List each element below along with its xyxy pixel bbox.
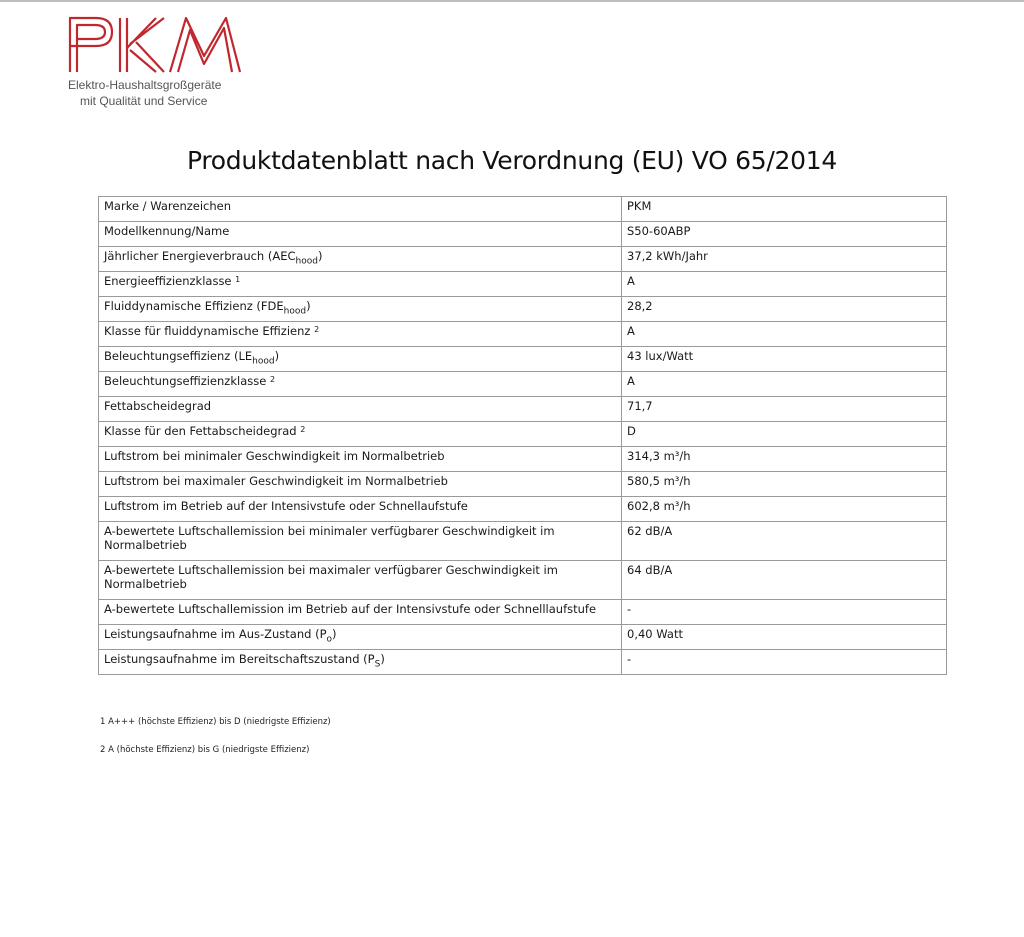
footnote-1: 1 A+++ (höchste Effizienz) bis D (niedrigste Effizienz) [100, 717, 331, 727]
row-label: Energieeffizienzklasse $^1$ [99, 272, 622, 297]
row-value: PKM [622, 197, 947, 222]
table-row [99, 347, 947, 372]
row-value: 602,8 m³/h [622, 497, 947, 522]
row-value: 0,40 Watt [622, 625, 947, 650]
row-value: S50-60ABP [622, 222, 947, 247]
table-row [99, 650, 947, 675]
row-value: 28,2 [622, 297, 947, 322]
row-value: - [622, 600, 947, 625]
table-row [99, 522, 947, 561]
pkm-logo-mark [66, 14, 246, 76]
row-label: Fluiddynamische Effizienz $(FDE_{hood})$ [99, 297, 622, 322]
row-label: A-bewertete Luftschallemission bei maximaler verfügbarer Geschwindigkeit im Normalbetrieb [99, 561, 622, 600]
row-label-subscript: S [374, 659, 381, 670]
footnote-2: 2 A (höchste Effizienz) bis G (niedrigste Effizienz) [100, 745, 310, 755]
row-label: Luftstrom im Betrieb auf der Intensivstufe oder Schnellaufstufe [99, 497, 622, 522]
row-label: Beleuchtungseffizienzklasse $^2$ [99, 372, 622, 397]
row-label: A-bewertete Luftschallemission im Betrieb auf der Intensivstufe oder Schnelllaufstufe [99, 600, 622, 625]
row-label-subscript: o [326, 634, 333, 645]
logo-tagline-1: Elektro-Haushaltsgroßgeräte [68, 78, 222, 92]
row-value: 64 dB/A [622, 561, 947, 600]
row-value: D [622, 422, 947, 447]
table-row [99, 247, 947, 272]
table-row [99, 322, 947, 347]
logo-tagline-2: mit Qualität und Service [80, 94, 208, 108]
row-label: Klasse für fluiddynamische Effizienz $^2$ [99, 322, 622, 347]
row-value: 37,2 kWh/Jahr [622, 247, 947, 272]
row-label: Klasse für den Fettabscheidegrad $^2$ [99, 422, 622, 447]
row-value: 580,5 m³/h [622, 472, 947, 497]
top-border [0, 0, 1024, 2]
product-data-table [98, 196, 947, 675]
table-row [99, 561, 947, 600]
row-label: Jährlicher Energieverbrauch $(AEC_{hood})$ [99, 247, 622, 272]
row-label: A-bewertete Luftschallemission bei minimaler verfügbarer Geschwindigkeit im Normalbetrieb [99, 522, 622, 561]
table-row [99, 472, 947, 497]
row-value: A [622, 322, 947, 347]
footnote-ref: 2 [314, 325, 320, 334]
row-label: Luftstrom bei minimaler Geschwindigkeit im Normalbetrieb [99, 447, 622, 472]
table-row [99, 600, 947, 625]
row-label-subscript: hood [295, 256, 318, 267]
row-value: A [622, 372, 947, 397]
row-label-subscript: hood [252, 356, 275, 367]
row-value: A [622, 272, 947, 297]
footnote-ref: 2 [300, 425, 306, 434]
table-row [99, 297, 947, 322]
table-row [99, 222, 947, 247]
table-row [99, 397, 947, 422]
row-label: Fettabscheidegrad [99, 397, 622, 422]
table-row [99, 272, 947, 297]
row-label-subscript: hood [283, 306, 307, 317]
row-label: Marke / Warenzeichen [99, 197, 622, 222]
row-label: Modellkennung/Name [99, 222, 622, 247]
table-row [99, 422, 947, 447]
row-value: 43 lux/Watt [622, 347, 947, 372]
table-row [99, 372, 947, 397]
row-value: - [622, 650, 947, 675]
row-label: Beleuchtungseffizienz $(LE_{hood})$ [99, 347, 622, 372]
table-row [99, 447, 947, 472]
pkm-logo [66, 14, 246, 110]
table-row [99, 497, 947, 522]
page-title: Produktdatenblatt nach Verordnung (EU) VO 65/2014 [187, 146, 837, 175]
footnote-ref: 1 [235, 275, 241, 284]
row-label: Leistungsaufnahme im Bereitschaftszustand $(P_S)$ [99, 650, 622, 675]
row-label: Leistungsaufnahme im Aus-Zustand $(P_o)$ [99, 625, 622, 650]
table-row [99, 197, 947, 222]
row-value: 314,3 m³/h [622, 447, 947, 472]
table-row [99, 625, 947, 650]
footnote-ref: 2 [269, 375, 276, 384]
row-label: Luftstrom bei maximaler Geschwindigkeit im Normalbetrieb [99, 472, 622, 497]
row-value: 71,7 [622, 397, 947, 422]
row-value: 62 dB/A [622, 522, 947, 561]
